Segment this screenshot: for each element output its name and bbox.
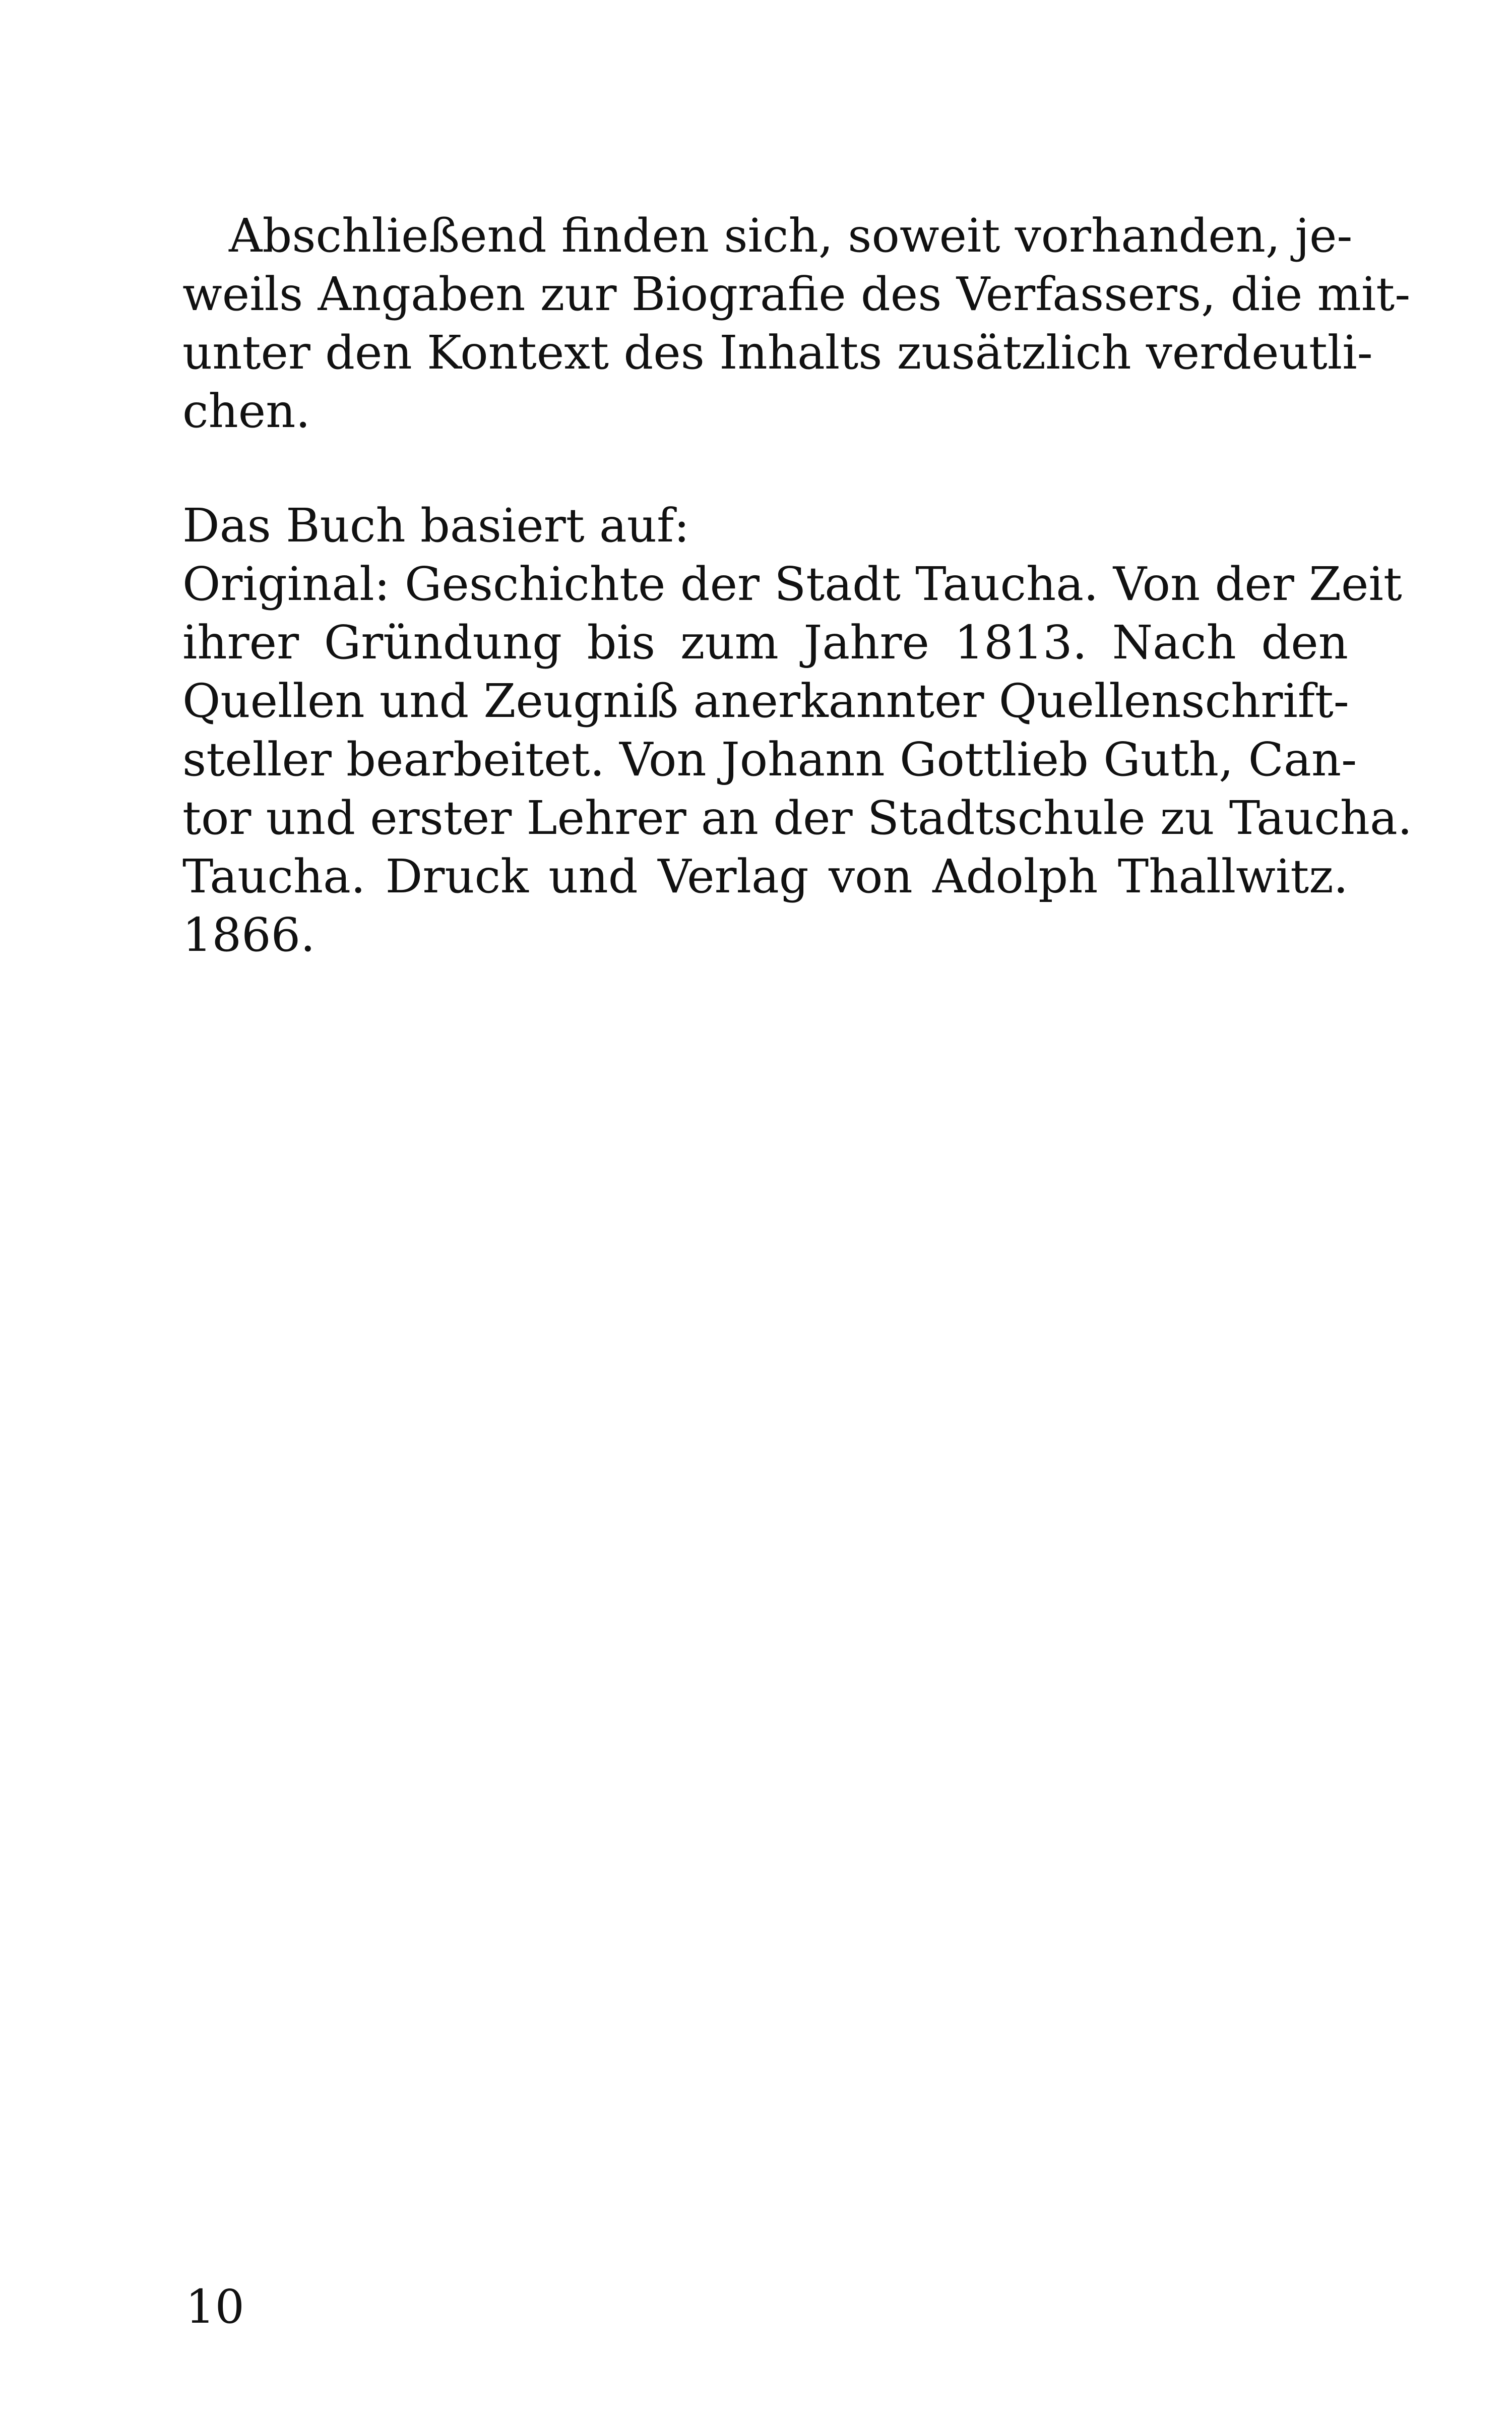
text-line: chen. <box>182 384 310 438</box>
text-line: 1866. <box>182 908 316 962</box>
source-note <box>182 497 1413 964</box>
text-line: Abschließend finden sich, soweit vorhanden, je- <box>229 209 1353 263</box>
source-heading: Das Buch basiert auf: <box>182 499 690 553</box>
text-line: unter den Kontext des Inhalts zusätzlich verdeutli- <box>182 326 1373 380</box>
text-line: steller bearbeitet. Von Johann Gottlieb Guth, Can- <box>182 733 1357 786</box>
text-line: ihrer Gründung bis zum Jahre 1813. Nach den <box>182 616 1348 670</box>
text-line: Original: Geschichte der Stadt Taucha. Von der Zeit <box>182 557 1402 611</box>
text-line: weils Angaben zur Biografie des Verfassers, die mit- <box>182 267 1411 321</box>
text-line: Quellen und Zeugniß anerkannter Quellenschrift- <box>182 674 1349 728</box>
text-line: Taucha. Druck und Verlag von Adolph Thallwitz. <box>182 850 1348 903</box>
text-line: tor und erster Lehrer an der Stadtschule zu Taucha. <box>182 791 1413 845</box>
closing-paragraph <box>182 207 1411 441</box>
page-number: 10 <box>185 2280 245 2334</box>
